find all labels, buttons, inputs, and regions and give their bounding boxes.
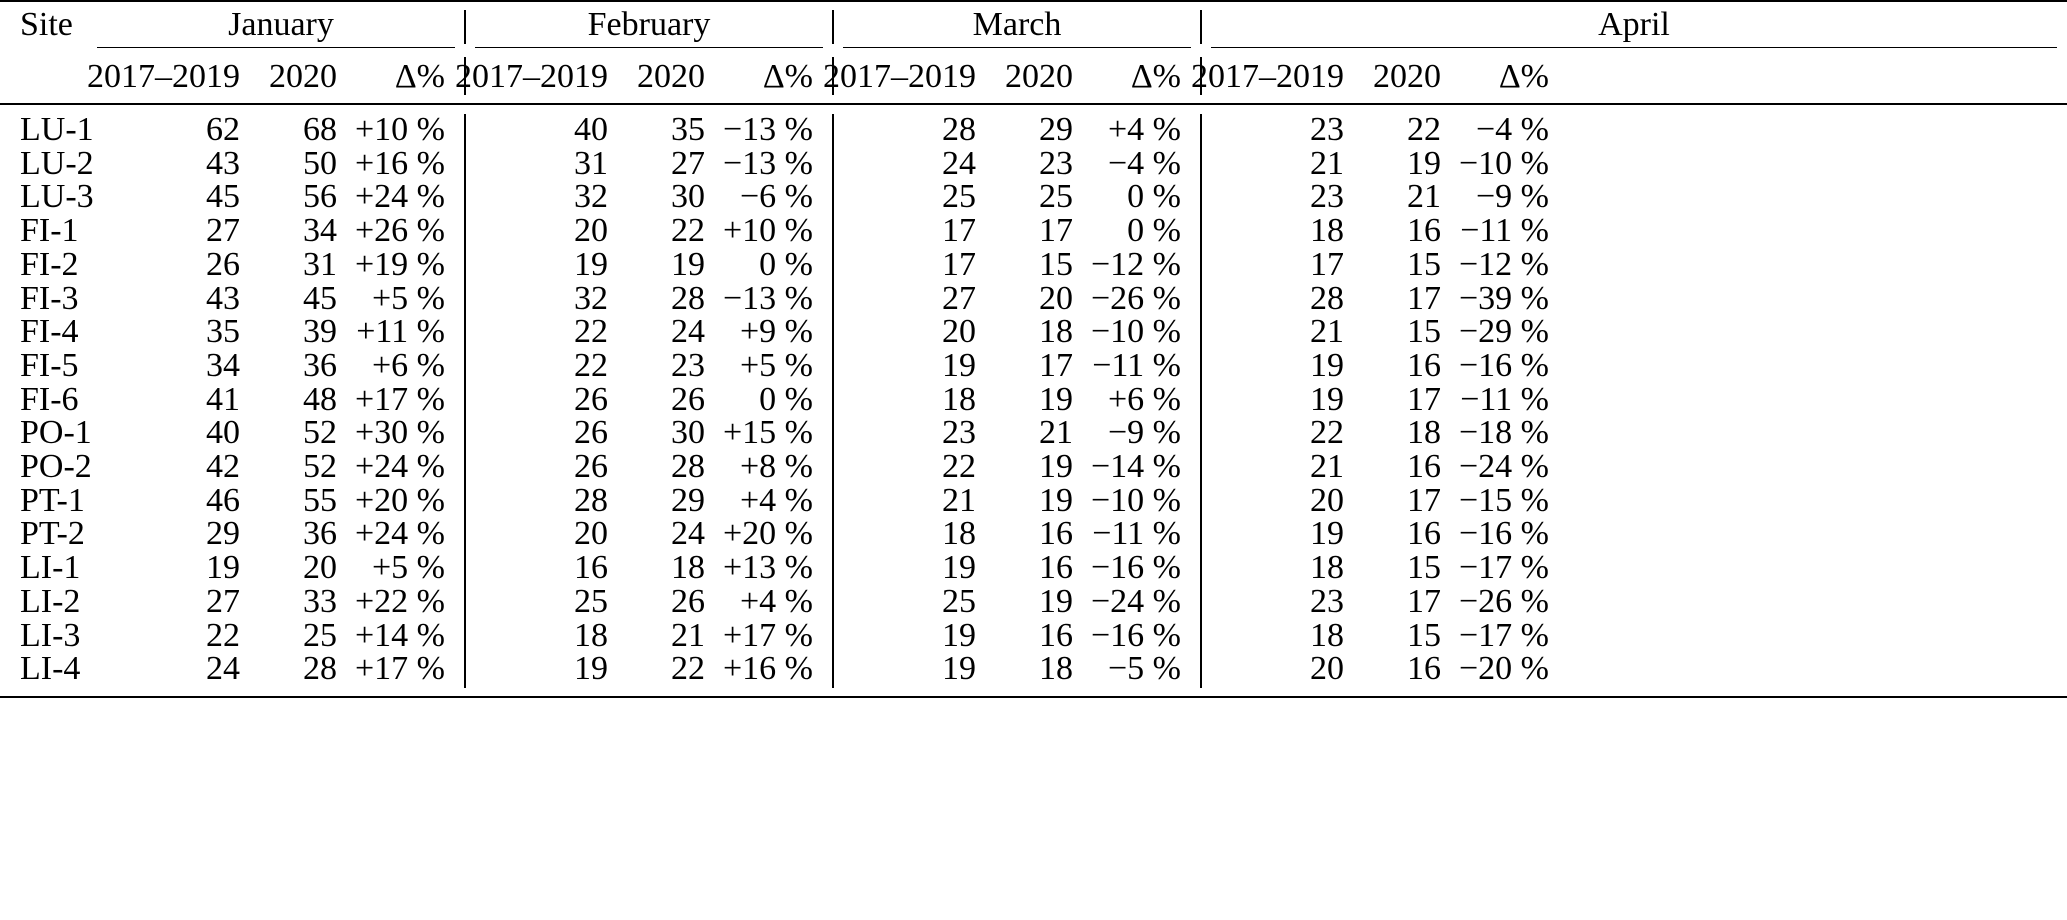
subheader: 2020 (1005, 58, 1073, 95)
table-cell: −18 % (1459, 414, 1549, 452)
site-label: PT-2 (20, 515, 85, 553)
table-cell: −14 % (1091, 448, 1181, 485)
table-cell: −4 % (1108, 144, 1181, 182)
table-cell: 22 (671, 212, 705, 250)
subheader: 2017–2019 (455, 58, 608, 95)
table-cell: 19 (574, 650, 608, 688)
subheader: 2017–2019 (87, 58, 240, 95)
table-cell: 18 (1407, 414, 1441, 452)
table-cell: +9 % (740, 313, 813, 351)
table-cell: 24 (206, 650, 240, 688)
table-cell: 16 (1407, 650, 1441, 688)
table-cell: −16 % (1459, 346, 1549, 384)
table-cell: 30 (671, 414, 705, 452)
table-cell: −10 % (1091, 313, 1181, 351)
table-cell: 19 (1310, 380, 1344, 418)
table-cell: 52 (303, 414, 337, 452)
table-cell: +20 % (723, 515, 813, 553)
site-label: PO-2 (20, 448, 92, 485)
site-label: FI-4 (20, 313, 79, 351)
table-cell: −24 % (1091, 582, 1181, 620)
table-cell: −10 % (1459, 144, 1549, 182)
table-cell: 28 (671, 279, 705, 317)
table-cell: 19 (1039, 380, 1073, 418)
table-cell: −15 % (1459, 481, 1549, 519)
table-cell: 19 (1407, 144, 1441, 182)
table-cell: +13 % (723, 549, 813, 587)
table-cell: −5 % (1108, 650, 1181, 688)
table-cell: −4 % (1476, 111, 1549, 148)
top-rule (0, 0, 2067, 2)
table-cell: 22 (942, 448, 976, 485)
table-cell: 18 (671, 549, 705, 587)
site-label: LU-1 (20, 111, 94, 148)
table-cell: 15 (1407, 245, 1441, 283)
table-cell: 0 % (759, 380, 813, 418)
month-underline (97, 47, 455, 48)
table-cell: −9 % (1476, 178, 1549, 216)
table-cell: −9 % (1108, 414, 1181, 452)
table-cell: +22 % (355, 582, 445, 620)
table-cell: +16 % (355, 144, 445, 182)
site-label: FI-1 (20, 212, 79, 250)
table-cell: 25 (942, 178, 976, 216)
table-cell: 40 (206, 414, 240, 452)
table-cell: +19 % (355, 245, 445, 283)
table-cell: −16 % (1091, 616, 1181, 654)
site-label: LI-2 (20, 582, 81, 620)
table-cell: 19 (574, 245, 608, 283)
month-header-january: January (228, 6, 334, 43)
table-cell: 40 (574, 111, 608, 148)
table-cell: 21 (942, 481, 976, 519)
table-cell: −12 % (1459, 245, 1549, 283)
table-cell: 21 (1310, 313, 1344, 351)
table-cell: 25 (303, 616, 337, 654)
table-cell: 25 (574, 582, 608, 620)
table-cell: 23 (1039, 144, 1073, 182)
table-cell: 28 (942, 111, 976, 148)
table-cell: 22 (574, 346, 608, 384)
table-cell: 27 (206, 582, 240, 620)
table-cell: 27 (206, 212, 240, 250)
table-cell: 56 (303, 178, 337, 216)
table-cell: 27 (671, 144, 705, 182)
subheader: Δ% (762, 58, 813, 95)
table-cell: 19 (942, 346, 976, 384)
site-label: FI-6 (20, 380, 79, 418)
table-cell: +24 % (355, 515, 445, 553)
table-cell: 26 (671, 582, 705, 620)
header-bottom-rule (0, 103, 2067, 105)
site-label: LI-3 (20, 616, 81, 654)
table-cell: 18 (942, 380, 976, 418)
table-cell: 19 (1310, 346, 1344, 384)
table-cell: 34 (303, 212, 337, 250)
table-cell: 19 (1310, 515, 1344, 553)
table-cell: 55 (303, 481, 337, 519)
table-cell: 22 (1407, 111, 1441, 148)
table-cell: 23 (1310, 111, 1344, 148)
table-cell: +10 % (723, 212, 813, 250)
table-cell: 20 (1310, 650, 1344, 688)
table-cell: 20 (1039, 279, 1073, 317)
table-cell: +10 % (355, 111, 445, 148)
subheader: Δ% (1130, 58, 1181, 95)
table-cell: 31 (574, 144, 608, 182)
table-cell: −20 % (1459, 650, 1549, 688)
table-cell: −13 % (723, 279, 813, 317)
table-cell: 0 % (1127, 212, 1181, 250)
table-cell: +20 % (355, 481, 445, 519)
table-cell: 68 (303, 111, 337, 148)
table-cell: 16 (1039, 549, 1073, 587)
table-cell: 22 (1310, 414, 1344, 452)
table-cell: 35 (671, 111, 705, 148)
table-cell: 48 (303, 380, 337, 418)
site-label: FI-5 (20, 346, 79, 384)
table-cell: 17 (1407, 481, 1441, 519)
table-cell: 23 (1310, 178, 1344, 216)
table-cell: −11 % (1460, 380, 1549, 418)
site-label: PO-1 (20, 414, 92, 452)
table-cell: +6 % (372, 346, 445, 384)
table-cell: 19 (1039, 448, 1073, 485)
table-cell: −10 % (1091, 481, 1181, 519)
subheader: 2020 (1373, 58, 1441, 95)
table-cell: 20 (303, 549, 337, 587)
table-cell: 19 (942, 650, 976, 688)
month-header-february: February (587, 6, 711, 43)
subheader: Δ% (1498, 58, 1549, 95)
table-cell: −24 % (1459, 448, 1549, 485)
table-cell: +6 % (1108, 380, 1181, 418)
table-cell: 25 (942, 582, 976, 620)
table-cell: 15 (1407, 616, 1441, 654)
table-cell: −13 % (723, 144, 813, 182)
table-cell: 16 (574, 549, 608, 587)
table-cell: 21 (1039, 414, 1073, 452)
table-cell: +4 % (740, 481, 813, 519)
table-cell: 18 (1310, 212, 1344, 250)
table-cell: 28 (303, 650, 337, 688)
table-cell: 18 (1039, 650, 1073, 688)
table-cell: +24 % (355, 178, 445, 216)
table-cell: 39 (303, 313, 337, 351)
table-cell: 21 (1310, 448, 1344, 485)
table-cell: 46 (206, 481, 240, 519)
table-cell: 16 (1407, 346, 1441, 384)
table-cell: 26 (574, 414, 608, 452)
table-cell: 23 (671, 346, 705, 384)
site-label: LU-3 (20, 178, 94, 216)
table-cell: 41 (206, 380, 240, 418)
month-header-march: March (972, 6, 1062, 43)
table-cell: +24 % (355, 448, 445, 485)
table-cell: 27 (942, 279, 976, 317)
table-cell: −17 % (1459, 616, 1549, 654)
table-cell: +15 % (723, 414, 813, 452)
table-cell: 26 (574, 448, 608, 485)
table-cell: 0 % (1127, 178, 1181, 216)
table-cell: +17 % (723, 616, 813, 654)
table-cell: 36 (303, 346, 337, 384)
table-cell: 45 (206, 178, 240, 216)
table-cell: 22 (671, 650, 705, 688)
table-cell: +14 % (355, 616, 445, 654)
table-cell: 20 (574, 515, 608, 553)
table-cell: 25 (1039, 178, 1073, 216)
table-cell: 52 (303, 448, 337, 485)
table-cell: −12 % (1091, 245, 1181, 283)
table-cell: 24 (671, 313, 705, 351)
month-header-april: April (1598, 6, 1670, 43)
table-cell: +4 % (740, 582, 813, 620)
table-cell: 15 (1407, 313, 1441, 351)
table-cell: 17 (1407, 582, 1441, 620)
table-cell: −17 % (1459, 549, 1549, 587)
table-cell: −39 % (1459, 279, 1549, 317)
table-cell: 15 (1039, 245, 1073, 283)
site-label: FI-2 (20, 245, 79, 283)
month-underline (475, 47, 823, 48)
table-cell: −11 % (1460, 212, 1549, 250)
table-cell: +5 % (740, 346, 813, 384)
month-underline (1211, 47, 2057, 48)
table-cell: 24 (942, 144, 976, 182)
table-cell: 17 (1039, 212, 1073, 250)
table-cell: 17 (1039, 346, 1073, 384)
table-cell: 26 (671, 380, 705, 418)
table-cell: 23 (942, 414, 976, 452)
table-cell: −16 % (1091, 549, 1181, 587)
table-cell: 20 (1310, 481, 1344, 519)
site-label: LI-1 (20, 549, 81, 587)
table-cell: 22 (206, 616, 240, 654)
table-cell: 0 % (759, 245, 813, 283)
table-cell: +16 % (723, 650, 813, 688)
table-cell: 29 (206, 515, 240, 553)
table-cell: 45 (303, 279, 337, 317)
table-cell: 36 (303, 515, 337, 553)
bottom-rule (0, 696, 2067, 698)
table-cell: 23 (1310, 582, 1344, 620)
table-cell: +8 % (740, 448, 813, 485)
table-cell: +4 % (1108, 111, 1181, 148)
table-cell: 35 (206, 313, 240, 351)
table-cell: 26 (206, 245, 240, 283)
table-cell: +5 % (372, 279, 445, 317)
table-cell: 19 (206, 549, 240, 587)
table-cell: 29 (671, 481, 705, 519)
table-cell: +26 % (355, 212, 445, 250)
table-cell: 33 (303, 582, 337, 620)
table-cell: +11 % (356, 313, 445, 351)
table-cell: 32 (574, 178, 608, 216)
table-cell: 28 (574, 481, 608, 519)
site-label: PT-1 (20, 481, 85, 519)
site-label: FI-3 (20, 279, 79, 317)
table-cell: 17 (1310, 245, 1344, 283)
table-cell: 31 (303, 245, 337, 283)
table-cell: −11 % (1092, 346, 1181, 384)
table-cell: 24 (671, 515, 705, 553)
table-cell: −13 % (723, 111, 813, 148)
table-cell: 18 (1039, 313, 1073, 351)
table-cell: −16 % (1459, 515, 1549, 553)
table-cell: 28 (671, 448, 705, 485)
site-header: Site (20, 6, 73, 43)
table-cell: −6 % (740, 178, 813, 216)
table-cell: 17 (942, 245, 976, 283)
table-cell: 18 (942, 515, 976, 553)
table-cell: 16 (1407, 448, 1441, 485)
table-cell: 15 (1407, 549, 1441, 587)
table-cell: 18 (1310, 549, 1344, 587)
table-cell: −29 % (1459, 313, 1549, 351)
table-cell: 62 (206, 111, 240, 148)
table-cell: 43 (206, 279, 240, 317)
table-cell: 16 (1039, 616, 1073, 654)
table-cell: 19 (671, 245, 705, 283)
table-cell: 21 (1407, 178, 1441, 216)
table-cell: 19 (1039, 481, 1073, 519)
table-cell: −26 % (1091, 279, 1181, 317)
table-cell: −11 % (1092, 515, 1181, 553)
table-cell: 17 (1407, 279, 1441, 317)
table-cell: 20 (942, 313, 976, 351)
table-cell: 18 (1310, 616, 1344, 654)
subheader: Δ% (394, 58, 445, 95)
subheader: 2020 (637, 58, 705, 95)
table-cell: 21 (671, 616, 705, 654)
table-cell: 18 (574, 616, 608, 654)
table-cell: 32 (574, 279, 608, 317)
table-cell: 34 (206, 346, 240, 384)
table-cell: 19 (1039, 582, 1073, 620)
table-cell: 21 (1310, 144, 1344, 182)
table-cell: +30 % (355, 414, 445, 452)
table-cell: 17 (942, 212, 976, 250)
site-label: LI-4 (20, 650, 81, 688)
table-cell: 26 (574, 380, 608, 418)
table-cell: 42 (206, 448, 240, 485)
table-cell: +17 % (355, 380, 445, 418)
table-cell: 28 (1310, 279, 1344, 317)
month-underline (843, 47, 1191, 48)
table-cell: −26 % (1459, 582, 1549, 620)
table-cell: 16 (1407, 515, 1441, 553)
table-cell: 17 (1407, 380, 1441, 418)
table-cell: 20 (574, 212, 608, 250)
subheader: 2020 (269, 58, 337, 95)
subheader: 2017–2019 (1191, 58, 1344, 95)
table-cell: 16 (1039, 515, 1073, 553)
table-cell: 30 (671, 178, 705, 216)
table-cell: +5 % (372, 549, 445, 587)
table-cell: 19 (942, 549, 976, 587)
table-cell: 22 (574, 313, 608, 351)
table-cell: 29 (1039, 111, 1073, 148)
table-cell: 43 (206, 144, 240, 182)
subheader: 2017–2019 (823, 58, 976, 95)
site-label: LU-2 (20, 144, 94, 182)
table-cell: 50 (303, 144, 337, 182)
table-cell: 16 (1407, 212, 1441, 250)
table-cell: +17 % (355, 650, 445, 688)
table-cell: 19 (942, 616, 976, 654)
